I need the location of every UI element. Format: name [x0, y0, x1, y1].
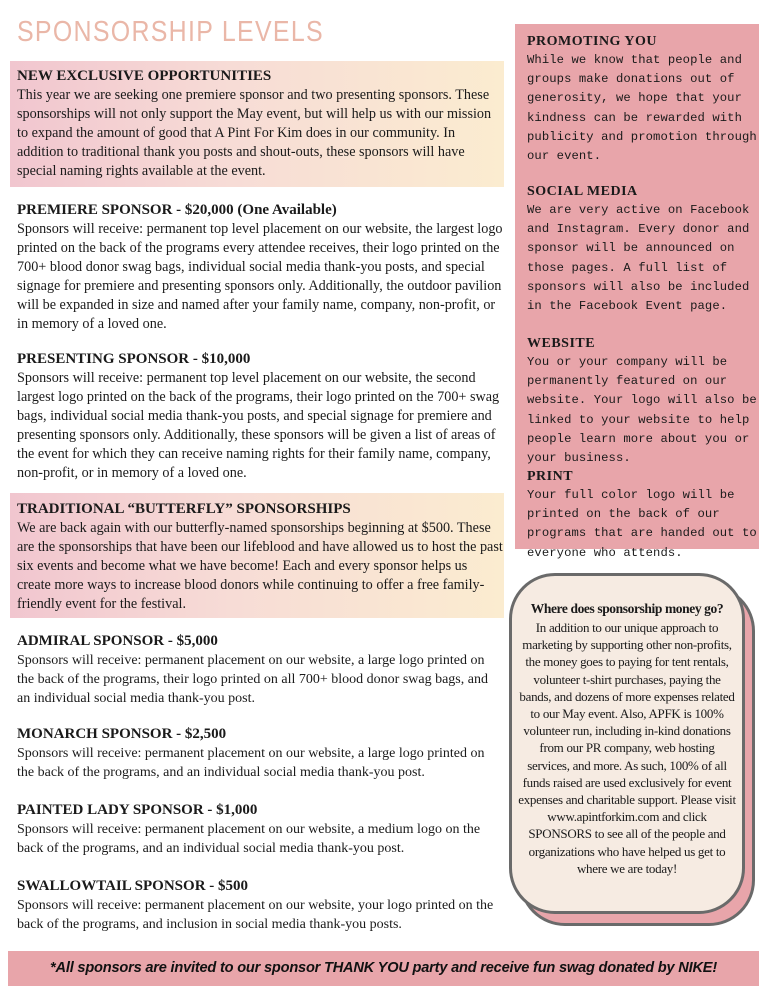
- section-heading: PAINTED LADY SPONSOR - $1,000: [17, 802, 258, 818]
- footer-banner: *All sponsors are invited to our sponsor THANK YOU party and receive fun swag donated by NIKE!: [8, 951, 759, 986]
- section-heading: ADMIRAL SPONSOR - $5,000: [17, 633, 218, 649]
- callout-heading: Where does sponsorship money go?: [530, 601, 724, 616]
- callout-content: [518, 600, 736, 877]
- section-body: Sponsors will receive: permanent placement on our website, your logo printed on the back of the programs, and inclusion in social media thank-you posts.: [17, 898, 494, 932]
- sidebar-body: While we know that people and groups make donations out of generosity, we hope that your kindness can be rewarded with publicity and promotion through our event.: [527, 53, 757, 164]
- section-heading: MONARCH SPONSOR - $2,500: [17, 726, 227, 742]
- sidebar-heading: SOCIAL MEDIA: [527, 184, 638, 199]
- section-heading: PRESENTING SPONSOR - $10,000: [17, 351, 251, 367]
- section-body: Sponsors will receive: permanent placement on our website, a medium logo on the back of the programs, and an individual social media thank-you post.: [17, 822, 481, 856]
- section-heading: NEW EXCLUSIVE OPPORTUNITIES: [17, 68, 272, 84]
- section-heading: SWALLOWTAIL SPONSOR - $500: [17, 878, 249, 894]
- sidebar-body: We are very active on Facebook and Instagram. Every donor and sponsor will be announced on those pages. A full list of sponsors will also be included in the Facebook Event page.: [527, 203, 750, 314]
- section-admiral-sponsor: [17, 632, 503, 708]
- sidebar-promoting-you: [527, 32, 757, 166]
- section-butterfly-sponsorships: [17, 500, 503, 614]
- section-body: We are back again with our butterfly-named sponsorships beginning at $500. These are the sponsorships that have been our lifeblood and have allowed us to host the past six events and become what we have become! Each and every sponsor helps us create more ways to increase blood donors while continuing to offer a free family-friendly event for the festival.: [17, 520, 503, 612]
- section-monarch-sponsor: [17, 725, 503, 782]
- sidebar-heading: PRINT: [527, 469, 574, 484]
- section-presenting-sponsor: [17, 350, 503, 483]
- section-body: Sponsors will receive: permanent placement on our website, a large logo printed on the back of the programs, their logo printed on all 700+ blood donor swag bags, and an individual social media thank-you post.: [17, 653, 488, 706]
- sidebar-heading: PROMOTING YOU: [527, 34, 658, 49]
- section-premiere-sponsor: [17, 201, 503, 334]
- section-swallowtail-sponsor: [17, 877, 503, 934]
- section-body: Sponsors will receive: permanent top level placement on our website, the second largest logo printed on the back of the programs, their logo printed on the 700+ swag bags, individual social media thank-you posts, and special signage for premiere and presenting sponsors only. Additionally, these sponsors will be given a list of areas of the event for which they can receive naming rights for their family name, company, non-profit, or in memory of a loved one.: [17, 370, 500, 481]
- section-painted-lady-sponsor: [17, 801, 503, 858]
- section-heading: PREMIERE SPONSOR - $20,000 (One Available): [17, 202, 337, 218]
- sidebar-body: You or your company will be permanently featured on our website. Your logo will also be linked to your website to help people learn more about you or your business.: [527, 355, 757, 466]
- callout-body: In addition to our unique approach to marketing by supporting other non-profits, the money goes to paying for tent rentals, volunteer t-shirt purchases, paying the bands, and dozens of more expenses related to our May event. Also, APFK is 100% volunteer run, including in-kind donations from our PR company, web hosting services, and more. As such, 100% of all funds raised are used exclusively for event expenses and charitable support. Please visit www.apintforkim.com and click SPONSORS to see all of the people and organizations who have helped us get to where we are today!: [518, 620, 736, 876]
- sidebar-social-media: [527, 182, 757, 316]
- sidebar-website: [527, 334, 757, 468]
- section-heading: TRADITIONAL “BUTTERFLY” SPONSORSHIPS: [17, 501, 351, 517]
- page-title: SPONSORSHIP LEVELS: [17, 16, 324, 48]
- sidebar-body: Your full color logo will be printed on the back of our programs that are handed out to everyone who attends.: [527, 488, 757, 560]
- section-body: Sponsors will receive: permanent top level placement on our website, the largest logo printed on the back of the programs every attendee receives, their logo printed on the 700+ blood donor swag bags, individual social media thank-you posts, and special signage for premiere and presenting sponsors only. Additionally, the outdoor pavilion will be expanded in size and named after your family name, company, non-profit, or in memory of a loved one.: [17, 221, 503, 332]
- section-body: This year we are seeking one premiere sponsor and two presenting sponsors. These sponsorships will not only support the May event, but will help us with our mission to expand the amount of good that A Pint For Kim does in our community. In addition to traditional thank you posts and shout-outs, these sponsors will have special naming rights available at the event.: [17, 87, 492, 179]
- section-body: Sponsors will receive: permanent placement on our website, a large logo printed on the back of the programs, and an individual social media thank-you post.: [17, 746, 485, 780]
- section-new-opportunities: [17, 67, 503, 181]
- sidebar-print: [527, 467, 757, 563]
- sidebar-heading: WEBSITE: [527, 336, 596, 351]
